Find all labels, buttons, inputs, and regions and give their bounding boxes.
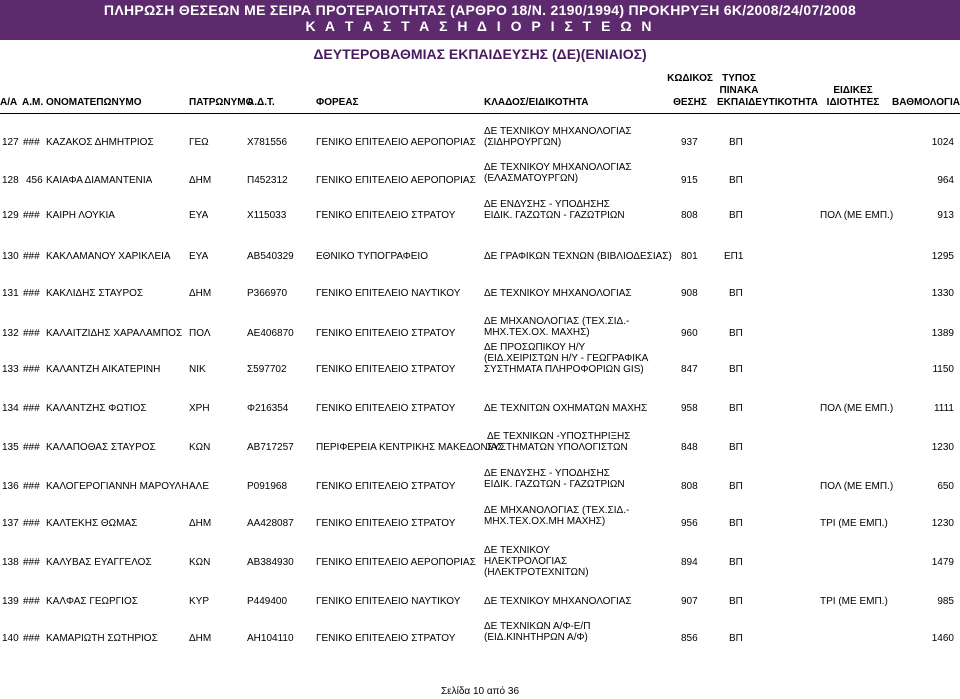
row-foreas: ΓΕΝΙΚΟ ΕΠΙΤΕΛΕΙΟ ΣΤΡΑΤΟΥ (316, 481, 456, 492)
row-vathmos: 1230 (931, 442, 954, 453)
row-am: ### (23, 328, 40, 339)
row-adt: ΑΒ717257 (247, 442, 294, 453)
row-klados: ΔΕ ΜΗΧΑΝΟΛΟΓΙΑΣ (ΤΕΧ.ΣΙΔ.- ΜΗΧ.ΤΕΧ.ΟΧ. ΜΑΧΗΣ) (484, 316, 630, 338)
row-kodikos: 808 (681, 210, 698, 221)
row-kodikos: 808 (681, 481, 698, 492)
document-title: ΠΛΗΡΩΣΗ ΘΕΣΕΩΝ ΜΕ ΣΕΙΡΑ ΠΡΟΤΕΡΑΙΟΤΗΤΑΣ (ΑΡΘΡΟ 18/Ν. 2190/1994) ΠΡΟΚΗΡΥΞΗ 6Κ/2008/24/07/2008 (103, 2, 857, 18)
row-adt: Ρ449400 (247, 596, 288, 607)
row-typos: ΒΠ (729, 442, 743, 453)
row-aa: 138 (2, 557, 19, 568)
col-header-foreas: ΦΟΡΕΑΣ (316, 97, 359, 108)
row-foreas: ΓΕΝΙΚΟ ΕΠΙΤΕΛΕΙΟ ΣΤΡΑΤΟΥ (316, 403, 456, 414)
table-row (0, 126, 960, 156)
row-adt: Χ115033 (247, 210, 287, 221)
table-row (0, 403, 960, 417)
row-typos: ΒΠ (729, 403, 743, 414)
row-am: ### (23, 403, 40, 414)
col-header-ekpaideutikotita: ΕΚΠΑΙΔΕΥΤΙΚΟΤΗΤΑ (717, 97, 818, 108)
row-foreas: ΓΕΝΙΚΟ ΕΠΙΤΕΛΕΙΟ ΑΕΡΟΠΟΡΙΑΣ (316, 175, 476, 186)
header-divider (0, 113, 960, 114)
row-eidikes: ΤΡΙ (ΜΕ ΕΜΠ.) (820, 596, 888, 607)
row-name: ΚΑΛΑΝΤΖΗ ΑΙΚΑΤΕΡΙΝΗ (46, 364, 161, 375)
row-aa: 131 (2, 288, 19, 299)
row-am: 456 (26, 175, 43, 186)
row-father: ΔΗΜ (189, 288, 212, 299)
row-name: ΚΑΚΛΙΔΗΣ ΣΤΑΥΡΟΣ (46, 288, 144, 299)
row-foreas: ΓΕΝΙΚΟ ΕΠΙΤΕΛΕΙΟ ΣΤΡΑΤΟΥ (316, 633, 456, 644)
row-kodikos: 894 (681, 557, 698, 568)
row-klados: ΔΕ ΤΕΧΝΙΚΟΥ ΗΛΕΚΤΡΟΛΟΓΙΑΣ (ΗΛΕΚΤΡΟΤΕΧΝΙΤΩΝ) (484, 545, 589, 578)
row-kodikos: 847 (681, 364, 698, 375)
row-am: ### (23, 557, 40, 568)
row-adt: Χ781556 (247, 137, 288, 148)
row-klados: ΔΕ ΤΕΧΝΙΚΟΥ ΜΗΧΑΝΟΛΟΓΙΑΣ (ΕΛΑΣΜΑΤΟΥΡΓΩΝ) (484, 162, 632, 184)
row-vathmos: 1295 (931, 251, 954, 262)
table-row (0, 468, 960, 498)
row-foreas: ΓΕΝΙΚΟ ΕΠΙΤΕΛΕΙΟ ΝΑΥΤΙΚΟΥ (316, 288, 461, 299)
row-name: ΚΑΖΑΚΟΣ ΔΗΜΗΤΡΙΟΣ (46, 137, 154, 148)
row-typos: ΒΠ (729, 633, 743, 644)
table-row (0, 162, 960, 192)
row-am: ### (23, 596, 40, 607)
row-name: ΚΑΛΑΝΤΖΗΣ ΦΩΤΙΟΣ (46, 403, 147, 414)
row-father: ΕΥΑ (189, 210, 209, 221)
col-header-adt: Α.Δ.Τ. (247, 97, 275, 108)
row-am: ### (23, 481, 40, 492)
row-adt: ΑΗ104110 (247, 633, 294, 644)
row-am: ### (23, 251, 40, 262)
row-foreas: ΓΕΝΙΚΟ ΕΠΙΤΕΛΕΙΟ ΣΤΡΑΤΟΥ (316, 518, 456, 529)
row-kodikos: 848 (681, 442, 698, 453)
row-adt: Π452312 (247, 175, 288, 186)
table-row (0, 342, 960, 378)
row-klados: ΔΕ ΓΡΑΦΙΚΩΝ ΤΕΧΝΩΝ (ΒΙΒΛΙΟΔΕΣΙΑΣ) (484, 251, 672, 262)
row-father: ΔΗΜ (189, 633, 212, 644)
col-header-eidikes-line1: ΕΙΔΙΚΕΣ (833, 85, 873, 96)
col-header-aa: Α/Α (0, 97, 18, 108)
table-row (0, 288, 960, 302)
row-am: ### (23, 364, 40, 375)
row-vathmos: 964 (937, 175, 954, 186)
row-vathmos: 985 (937, 596, 954, 607)
table-row (0, 596, 960, 610)
row-name: ΚΑΛΑΙΤΖΙΔΗΣ ΧΑΡΑΛΑΜΠΟΣ (46, 328, 183, 339)
row-typos: ΕΠ1 (724, 251, 744, 262)
row-typos: ΒΠ (729, 596, 743, 607)
row-name: ΚΑΛΤΕΚΗΣ ΘΩΜΑΣ (46, 518, 138, 529)
row-klados: ΔΕ ΕΝΔΥΣΗΣ - ΥΠΟΔΗΣΗΣ ΕΙΔΙΚ. ΓΑΖΩΤΩΝ - ΓΑΖΩΤΡΙΩΝ (484, 199, 625, 221)
col-header-kodikos-line1: ΚΩΔΙΚΟΣ (667, 73, 713, 84)
row-vathmos: 1330 (931, 288, 954, 299)
col-header-eidikes-line2: ΙΔΙΟΤΗΤΕΣ (826, 97, 880, 108)
row-name: ΚΑΜΑΡΙΩΤΗ ΣΩΤΗΡΙΟΣ (46, 633, 158, 644)
page-number: Σελίδα 10 από 36 (440, 686, 520, 697)
row-foreas: ΓΕΝΙΚΟ ΕΠΙΤΕΛΕΙΟ ΣΤΡΑΤΟΥ (316, 328, 456, 339)
table-row (0, 621, 960, 651)
row-foreas: ΓΕΝΙΚΟ ΕΠΙΤΕΛΕΙΟ ΝΑΥΤΙΚΟΥ (316, 596, 461, 607)
row-typos: ΒΠ (729, 481, 743, 492)
row-foreas: ΕΘΝΙΚΟ ΤΥΠΟΓΡΑΦΕΙΟ (316, 251, 428, 262)
row-kodikos: 908 (681, 288, 698, 299)
row-am: ### (23, 442, 40, 453)
row-am: ### (23, 518, 40, 529)
row-kodikos: 856 (681, 633, 698, 644)
row-name: ΚΑΙΡΗ ΛΟΥΚΙΑ (46, 210, 115, 221)
row-kodikos: 956 (681, 518, 698, 529)
row-foreas: ΓΕΝΙΚΟ ΕΠΙΤΕΛΕΙΟ ΑΕΡΟΠΟΡΙΑΣ (316, 137, 476, 148)
row-name: ΚΑΛΥΒΑΣ ΕΥΑΓΓΕΛΟΣ (46, 557, 152, 568)
row-eidikes: ΤΡΙ (ΜΕ ΕΜΠ.) (820, 518, 888, 529)
col-header-kodikos-line2: ΘΕΣΗΣ (673, 97, 707, 108)
row-name: ΚΑΙΑΦΑ ΔΙΑΜΑΝΤΕΝΙΑ (46, 175, 153, 186)
col-header-father: ΠΑΤΡΩΝΥΜΟ (189, 97, 254, 108)
row-kodikos: 958 (681, 403, 698, 414)
row-eidikes: ΠΟΛ (ΜΕ ΕΜΠ.) (820, 481, 894, 492)
row-name: ΚΑΛΟΓΕΡΟΓΙΑΝΝΗ ΜΑΡΟΥΛΗ (46, 481, 189, 492)
row-klados: ΔΕ ΤΕΧΝΙΚΟΥ ΜΗΧΑΝΟΛΟΓΙΑΣ (484, 596, 632, 607)
row-typos: ΒΠ (729, 210, 743, 221)
row-klados: ΔΕ ΤΕΧΝΙΚΟΥ ΜΗΧΑΝΟΛΟΓΙΑΣ (484, 288, 632, 299)
row-vathmos: 1150 (932, 364, 954, 375)
row-kodikos: 801 (681, 251, 698, 262)
row-aa: 129 (2, 210, 19, 221)
row-foreas: ΓΕΝΙΚΟ ΕΠΙΤΕΛΕΙΟ ΣΤΡΑΤΟΥ (316, 210, 456, 221)
row-klados: ΔΕ ΤΕΧΝΙΚΩΝ -ΥΠΟΣΤΗΡΙΞΗΣ ΣΥΣΤΗΜΑΤΩΝ ΥΠΟΛΟΓΙΣΤΩΝ (487, 431, 631, 453)
row-adt: ΑΑ428087 (247, 518, 294, 529)
row-klados: ΔΕ ΠΡΟΣΩΠΙΚΟΥ Η/Υ (ΕΙΔ.ΧΕΙΡΙΣΤΩΝ Η/Υ - ΓΕΩΓΡΑΦΙΚΑ ΣΥΣΤΗΜΑΤΑ ΠΛΗΡΟΦΟΡΙΩΝ GIS) (484, 342, 648, 375)
row-aa: 127 (2, 137, 19, 148)
row-name: ΚΑΚΛΑΜΑΝΟΥ ΧΑΡΙΚΛΕΙΑ (46, 251, 171, 262)
row-aa: 130 (2, 251, 19, 262)
col-header-typos-line2: ΠΙΝΑΚΑ (719, 85, 759, 96)
row-adt: ΑΒ384930 (247, 557, 294, 568)
row-vathmos: 1024 (931, 137, 954, 148)
row-adt: ΑΒ540329 (247, 251, 294, 262)
row-foreas: ΠΕΡΙΦΕΡΕΙΑ ΚΕΝΤΡΙΚΗΣ ΜΑΚΕΔΟΝΙΑΣ (316, 442, 504, 453)
row-kodikos: 960 (681, 328, 698, 339)
row-adt: Ρ091968 (247, 481, 288, 492)
row-vathmos: 1460 (931, 633, 954, 644)
row-klados: ΔΕ ΜΗΧΑΝΟΛΟΓΙΑΣ (ΤΕΧ.ΣΙΔ.- ΜΗΧ.ΤΕΧ.ΟΧ.ΜΗ ΜΑΧΗΣ) (484, 505, 630, 527)
row-adt: Σ597702 (247, 364, 287, 375)
row-am: ### (23, 633, 40, 644)
row-aa: 139 (2, 596, 19, 607)
row-aa: 132 (2, 328, 19, 339)
row-kodikos: 915 (681, 175, 698, 186)
row-father: ΚΩΝ (189, 442, 211, 453)
row-am: ### (23, 137, 40, 148)
row-father: ΝΙΚ (189, 364, 206, 375)
row-aa: 133 (2, 364, 19, 375)
row-father: ΔΗΜ (189, 175, 212, 186)
row-klados: ΔΕ ΤΕΧΝΙΚΟΥ ΜΗΧΑΝΟΛΟΓΙΑΣ (ΣΙΔΗΡΟΥΡΓΩΝ) (484, 126, 632, 148)
row-typos: ΒΠ (729, 288, 743, 299)
row-typos: ΒΠ (729, 137, 743, 148)
row-adt: Φ216354 (247, 403, 289, 414)
row-father: ΕΥΑ (189, 251, 209, 262)
row-klados: ΔΕ ΕΝΔΥΣΗΣ - ΥΠΟΔΗΣΗΣ ΕΙΔΙΚ. ΓΑΖΩΤΩΝ - ΓΑΖΩΤΡΙΩΝ (484, 468, 625, 490)
row-foreas: ΓΕΝΙΚΟ ΕΠΙΤΕΛΕΙΟ ΑΕΡΟΠΟΡΙΑΣ (316, 557, 476, 568)
table-row (0, 545, 960, 578)
row-aa: 137 (2, 518, 19, 529)
row-vathmos: 1230 (931, 518, 954, 529)
row-am: ### (23, 210, 40, 221)
col-header-am: Α.Μ. (22, 97, 44, 108)
table-row (0, 505, 960, 535)
row-klados: ΔΕ ΤΕΧΝΙΤΩΝ ΟΧΗΜΑΤΩΝ ΜΑΧΗΣ (484, 403, 648, 414)
row-father: ΓΕΩ (189, 137, 209, 148)
row-aa: 135 (2, 442, 19, 453)
row-father: ΚΩΝ (189, 557, 211, 568)
row-klados: ΔΕ ΤΕΧΝΙΚΩΝ Α/Φ-Ε/Π (ΕΙΔ.ΚΙΝΗΤΗΡΩΝ Α/Φ) (484, 621, 591, 643)
row-eidikes: ΠΟΛ (ΜΕ ΕΜΠ.) (820, 403, 894, 414)
row-vathmos: 650 (937, 481, 954, 492)
row-father: ΧΡΗ (189, 403, 210, 414)
document-section-title: ΔΕΥΤΕΡΟΒΑΘΜΙΑΣ ΕΚΠΑΙΔΕΥΣΗΣ (ΔΕ)(ΕΝΙΑΙΟΣ) (313, 46, 647, 62)
row-name: ΚΑΛΑΠΟΘΑΣ ΣΤΑΥΡΟΣ (46, 442, 156, 453)
row-aa: 134 (2, 403, 19, 414)
row-name: ΚΑΛΦΑΣ ΓΕΩΡΓΙΟΣ (46, 596, 138, 607)
row-aa: 140 (2, 633, 19, 644)
row-kodikos: 907 (681, 596, 698, 607)
col-header-vathmologia: ΒΑΘΜΟΛΟΓΙΑ (892, 97, 960, 108)
row-aa: 136 (2, 481, 19, 492)
table-row (0, 431, 960, 461)
row-vathmos: 913 (937, 210, 954, 221)
row-am: ### (23, 288, 40, 299)
col-header-klados: ΚΛΑΔΟΣ/ΕΙΔΙΚΟΤΗΤΑ (484, 97, 589, 108)
row-adt: ΑΕ406870 (247, 328, 294, 339)
row-typos: ΒΠ (729, 328, 743, 339)
row-father: ΔΗΜ (189, 518, 212, 529)
row-father: ΚΥΡ (189, 596, 210, 607)
table-row (0, 251, 960, 265)
row-father: ΑΛΕ (189, 481, 210, 492)
row-vathmos: 1479 (931, 557, 954, 568)
col-header-name: ΟΝΟΜΑΤΕΠΩΝΥΜΟ (46, 97, 142, 108)
row-vathmos: 1111 (933, 403, 954, 414)
row-foreas: ΓΕΝΙΚΟ ΕΠΙΤΕΛΕΙΟ ΣΤΡΑΤΟΥ (316, 364, 456, 375)
row-eidikes: ΠΟΛ (ΜΕ ΕΜΠ.) (820, 210, 894, 221)
row-typos: ΒΠ (729, 518, 743, 529)
row-adt: Ρ366970 (247, 288, 288, 299)
row-typos: ΒΠ (729, 175, 743, 186)
table-row (0, 199, 960, 229)
col-header-typos-line1: ΤΥΠΟΣ (722, 73, 756, 84)
row-vathmos: 1389 (931, 328, 954, 339)
row-kodikos: 937 (681, 137, 698, 148)
row-typos: ΒΠ (729, 364, 743, 375)
document-subheading: Κ Α Τ Α Σ Τ Α Σ Η Δ Ι Ο Ρ Ι Σ Τ Ε Ω Ν (305, 18, 655, 34)
row-aa: 128 (2, 175, 19, 186)
row-typos: ΒΠ (729, 557, 743, 568)
row-father: ΠΟΛ (189, 328, 211, 339)
